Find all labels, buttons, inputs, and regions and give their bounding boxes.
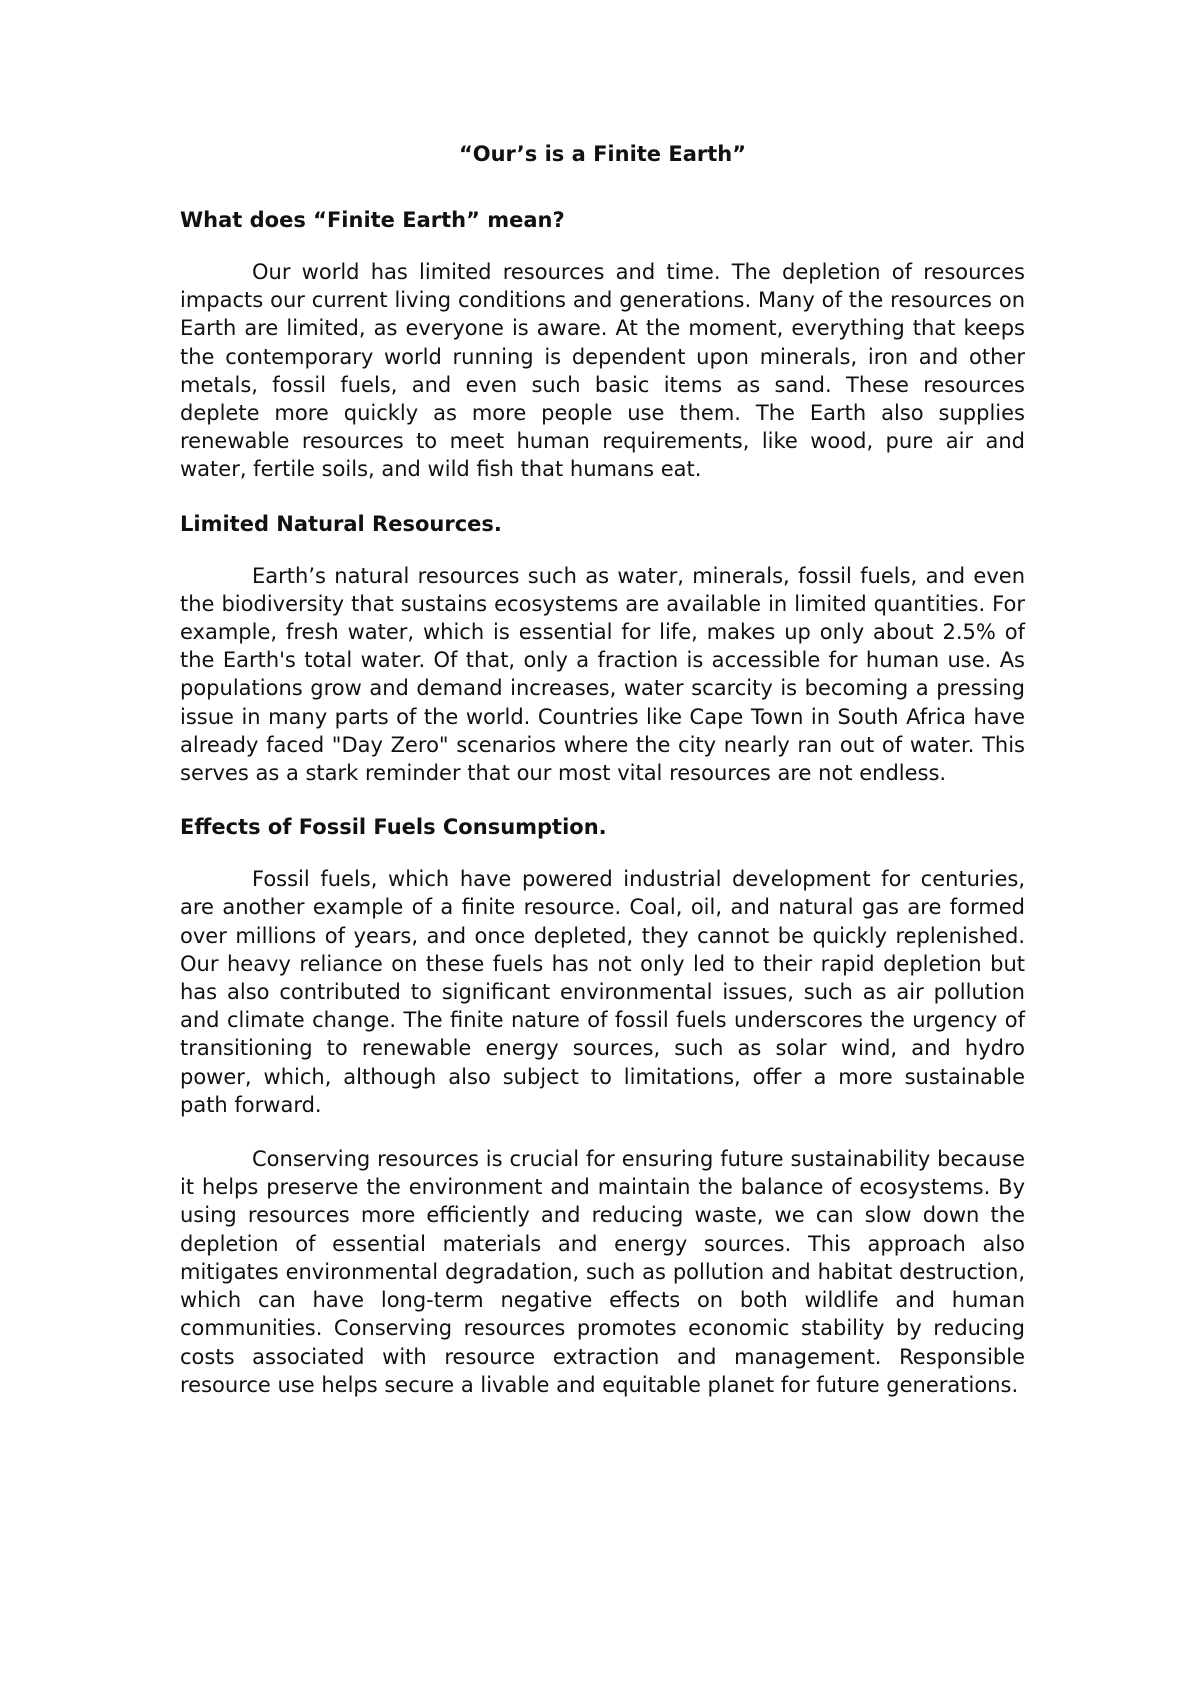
document-page [180, 140, 1025, 1425]
paragraph-finite-earth: Our world has limited resources and time. The depletion of resources impacts our current living conditions and generations. Many of the resources on Earth are limited, as everyone is aware. At the moment, everything that keeps the contemporary world running is dependent upon minerals, iron and other metals, fossil fuels, and even such basic items as sand. These resources deplete more quickly as more people use them. The Earth also supplies renewable resources to meet human requirements, like wood, pure air and water, fertile soils, and wild fish that humans eat. [180, 260, 1025, 482]
section-heading-finite-earth: What does “Finite Earth” mean? [180, 208, 565, 232]
paragraph-conserving-resources: Conserving resources is crucial for ensuring future sustainability because it helps preserve the environment and maintain the balance of ecosystems. By using resources more efficiently and reducing waste, we can slow down the depletion of essential materials and energy sources. This approach also mitigates environmental degradation, such as pollution and habitat destruction, which can have long-term negative effects on both wildlife and human communities. Conserving resources promotes economic stability by reducing costs associated with resource extraction and management. Responsible resource use helps secure a livable and equitable planet for future generations. [180, 1147, 1025, 1397]
document-title: “Our’s is a Finite Earth” [458, 142, 747, 166]
paragraph-limited-resources: Earth’s natural resources such as water, minerals, fossil fuels, and even the biodiversity that sustains ecosystems are available in limited quantities. For example, fresh water, which is essential for life, makes up only about 2.5% of the Earth's total water. Of that, only a fraction is accessible for human use. As populations grow and demand increases, water scarcity is becoming a pressing issue in many parts of the world. Countries like Cape Town in South Africa have already faced "Day Zero" scenarios where the city nearly ran out of water. This serves as a stark reminder that our most vital resources are not endless. [180, 563, 1025, 786]
section-heading-limited-resources: Limited Natural Resources. [180, 511, 502, 536]
paragraph-fossil-fuels: Fossil fuels, which have powered industrial development for centuries, are another example of a finite resource. Coal, oil, and natural gas are formed over millions of years, and once depleted, they cannot be quickly replenished. Our heavy reliance on these fuels has not only led to their rapid depletion but has also contributed to significant environmental issues, such as air pollution and climate change. The finite nature of fossil fuels underscores the urgency of transitioning to renewable energy sources, such as solar wind, and hydro power, which, although also subject to limitations, offer a more sustainable path forward. [180, 867, 1025, 1117]
section-heading-fossil-fuels: Effects of Fossil Fuels Consumption. [180, 815, 607, 840]
